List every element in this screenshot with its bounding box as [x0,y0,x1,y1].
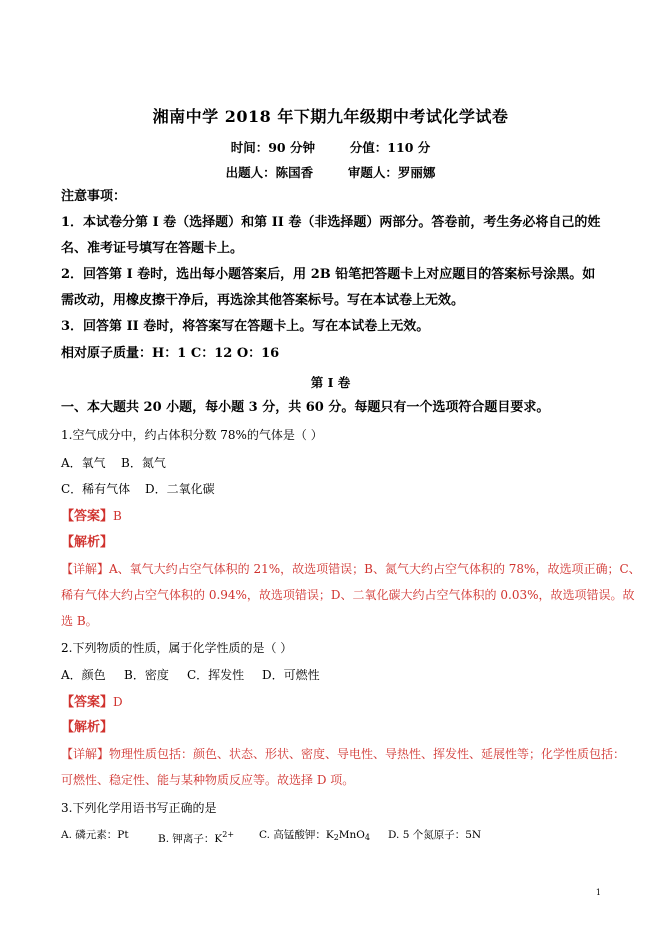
time-score-info: 时间：90 分钟 分值：110 分 [230,140,431,155]
answer-label: 【答案】 [61,509,114,524]
note-item-3: 3．回答第 II 卷时，将答案写在答题卡上。写在本试卷上无效。 [61,319,430,334]
question-1-stem: 1.空气成分中，约占体积分数 78%的气体是（ ） [61,428,323,442]
subscript: 2 [333,833,339,842]
page-number: 1 [595,888,601,897]
question-1-detail-line-2: 稀有气体大约占空气体积的 0.94%，故选项错误；D、二氧化碳大约占空气体积的 0.03%，故选项错误。故 [61,588,635,602]
question-1-option-c: C．稀有气体 [61,482,131,496]
question-2-analysis-label: 【解析】 [61,720,114,735]
question-2-option-b: B．密度 [124,668,169,682]
author-info: 出题人：陈国香 审题人：罗丽娜 [225,165,436,180]
question-2-stem: 2.下列物质的性质，属于化学性质的是（ ） [61,641,293,655]
note-item-1-line-1: 1．本试卷分第 I 卷（选择题）和第 II 卷（非选择题）两部分。答卷前，考生务必将自己的姓 [61,215,601,230]
exam-title: 湘南中学 2018 年下期九年级期中考试化学试卷 [152,107,509,126]
note-item-1-line-2: 名、准考证号填写在答题卡上。 [61,241,244,256]
atomic-mass-line: 相对原子质量：H：1 C：12 O：16 [61,346,280,361]
charge-superscript: 2+ [222,830,235,839]
question-3-option-c [259,826,370,847]
question-1-analysis-label: 【解析】 [61,535,114,550]
detail-text: 【详解】A、氧气大约占空气体积的 21%，故选项错误；B、氮气大约占空气体积的 78%，故选项正确；C、 [61,562,641,576]
option-text: B. 钾离子：K [158,833,223,845]
question-2-option-c: C．挥发性 [187,668,245,682]
subscript: 4 [364,833,370,842]
option-text: C. 高锰酸钾：K [259,829,334,841]
answer-label: 【答案】 [61,695,114,710]
question-1-option-d: D．二氧化碳 [145,482,215,496]
answer-value: B [113,509,122,523]
question-1-detail-line-1 [61,560,641,578]
question-3-option-b [158,826,234,848]
question-1-detail-line-3: 选 B。 [61,614,98,628]
question-1-option-b: B．氮气 [121,456,166,470]
note-item-2-line-2: 需改动，用橡皮擦干净后，再选涂其他答案标号。写在本试卷上无效。 [61,293,465,308]
question-3-option-a: A. 磷元素：Pt [61,829,129,841]
question-2-detail-line-2: 可燃性、稳定性、能与某种物质反应等。故选择 D 项。 [61,773,355,787]
question-3-stem: 3.下列化学用语书写正确的是 [61,801,217,815]
question-2-answer [61,693,621,712]
question-2-option-d: D．可燃性 [262,668,320,682]
question-2-detail-line-1: 【详解】物理性质包括：颜色、状态、形状、密度、导电性、导热性、挥发性、延展性等；化学性质包括： [61,747,626,761]
formula-part: MnO [338,829,365,841]
note-item-2-line-1: 2．回答第 I 卷时，选出每小题答案后，用 2B 铅笔把答题卡上对应题目的答案标号涂黑。如 [61,267,596,282]
question-2-option-a: A．颜色 [61,668,106,682]
answer-value: D [113,695,123,709]
section-title: 第 I 卷 [310,375,351,390]
section-instruction: 一、本大题共 20 小题，每小题 3 分，共 60 分。每题只有一个选项符合题目要求。 [61,400,550,415]
question-3-option-d: D. 5 个氮原子：5N [388,829,482,841]
notes-heading: 注意事项： [61,189,127,204]
question-1-option-a: A．氧气 [61,456,106,470]
question-1-answer [61,507,621,526]
